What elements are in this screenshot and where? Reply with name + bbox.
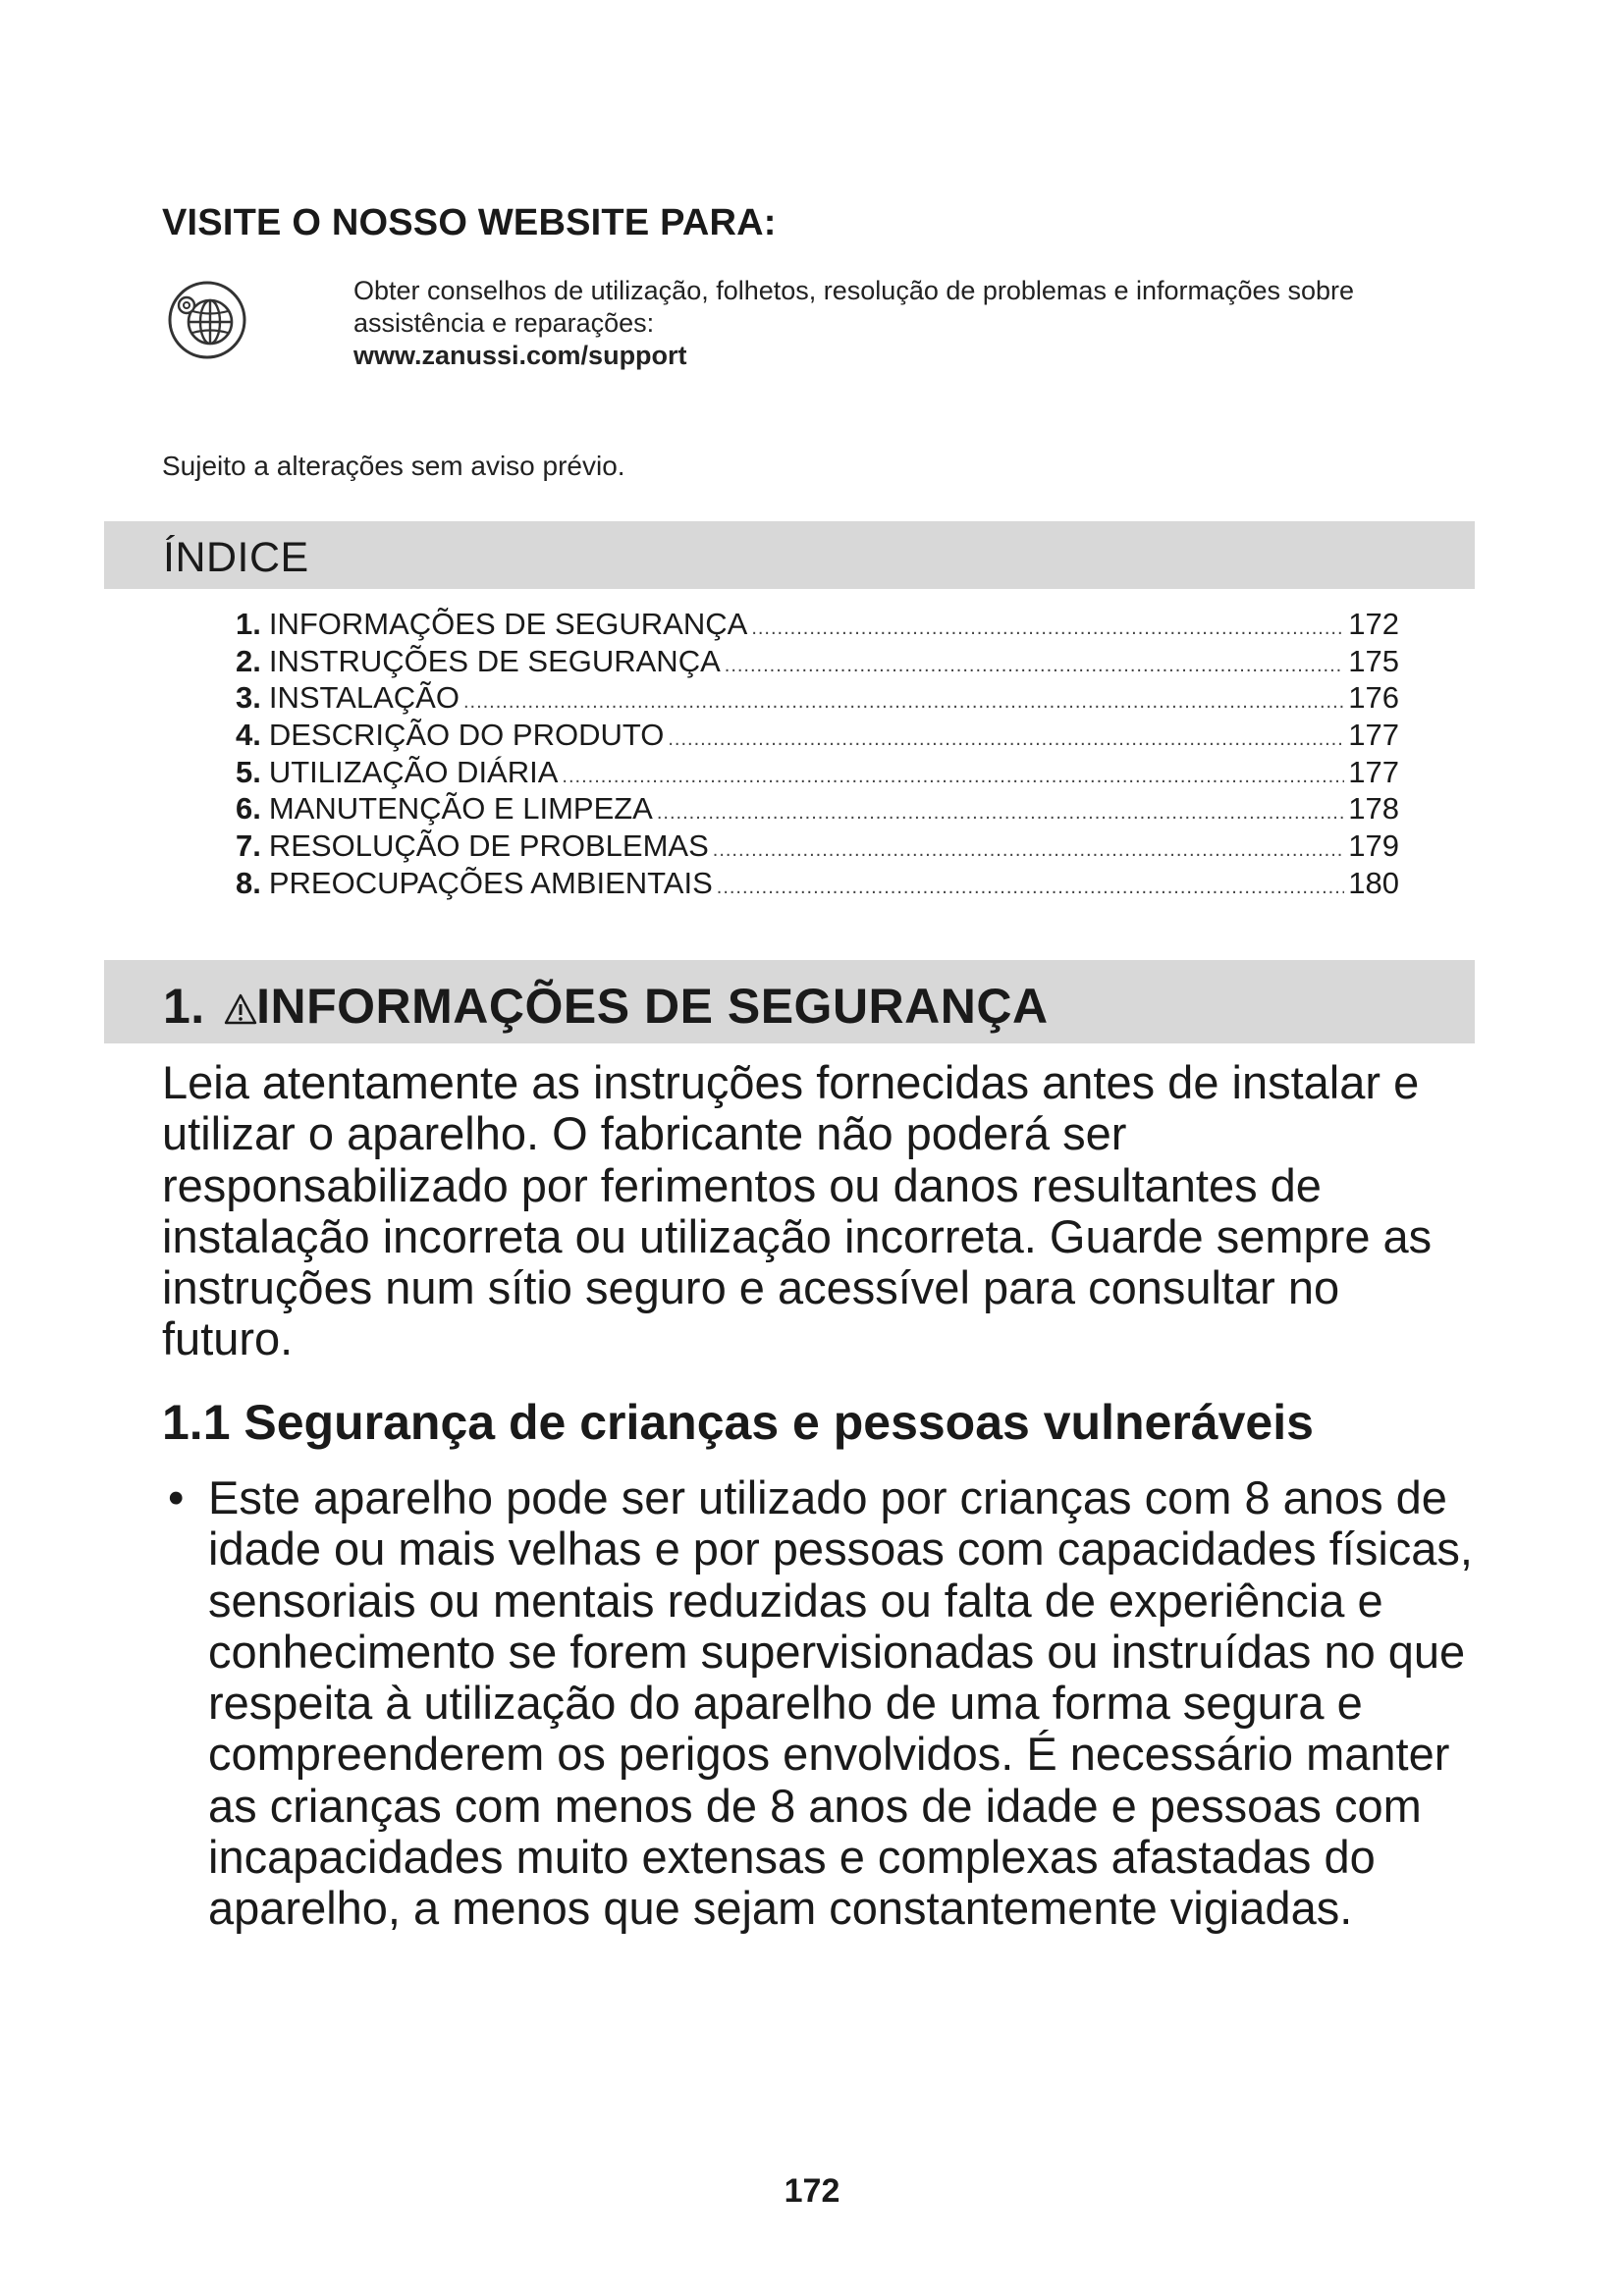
toc-item[interactable] (236, 607, 1399, 644)
support-link[interactable]: www.zanussi.com/support (353, 341, 687, 370)
toc-leader-dots (717, 877, 1345, 899)
toc-item[interactable] (236, 718, 1399, 755)
toc-item[interactable] (236, 791, 1399, 828)
toc-leader-dots (657, 802, 1344, 825)
toc-label: INSTRUÇÕES DE SEGURANÇA (268, 643, 721, 678)
warning-triangle-icon (223, 992, 258, 1026)
toc-leader-dots (668, 728, 1344, 751)
disclaimer-text: Sujeito a alterações sem aviso prévio. (162, 451, 625, 481)
toc-leader-dots (463, 691, 1344, 714)
toc-leader-dots (562, 766, 1344, 788)
toc-page: 177 (1348, 754, 1399, 789)
toc-label: INSTALAÇÃO (268, 680, 460, 716)
toc-number: 1. (236, 607, 261, 641)
toc-item[interactable] (236, 755, 1399, 792)
bullet-marker: • (168, 1471, 185, 1523)
toc-label: PREOCUPAÇÕES AMBIENTAIS (268, 865, 713, 900)
section-title-text: INFORMAÇÕES DE SEGURANÇA (256, 979, 1049, 1034)
toc-item[interactable] (236, 828, 1399, 866)
section-number: 1. (163, 979, 205, 1034)
safety-intro-paragraph: Leia atentamente as instruções fornecidas antes de instalar e utilizar o aparelho. O fabricante não poderá ser responsabilizado por ferimentos ou danos resultantes de instalação incorreta ou utilização incorreta. Guarde sempre as instruções num sítio seguro e acessível para consultar no futuro. (162, 1056, 1433, 1365)
toc-number: 5. (236, 754, 261, 789)
toc-label: MANUTENÇÃO E LIMPEZA (268, 791, 653, 827)
subsection-title: 1.1 Segurança de crianças e pessoas vulneráveis (162, 1395, 1314, 1450)
toc-number: 4. (236, 718, 261, 753)
toc-number: 8. (236, 865, 261, 900)
toc-number: 3. (236, 680, 261, 716)
toc-page: 177 (1348, 718, 1399, 753)
toc-page: 175 (1348, 643, 1399, 678)
toc-item[interactable] (236, 866, 1399, 903)
safety-section-title (163, 978, 1049, 1035)
table-of-contents (236, 607, 1399, 903)
toc-number: 2. (236, 643, 261, 678)
list-item (162, 1472, 1483, 1935)
safety-bullet-list (162, 1472, 1483, 1935)
visit-website-heading: VISITE O NOSSO WEBSITE PARA: (162, 202, 777, 243)
index-header-bar (104, 521, 1475, 589)
toc-number: 6. (236, 791, 261, 827)
toc-item[interactable] (236, 644, 1399, 681)
toc-leader-dots (725, 655, 1345, 677)
toc-page: 179 (1348, 828, 1399, 864)
toc-page: 180 (1348, 865, 1399, 900)
toc-label: UTILIZAÇÃO DIÁRIA (268, 754, 559, 789)
bullet-text: Este aparelho pode ser utilizado por crianças com 8 anos de idade ou mais velhas e por pessoas com capacidades físicas, sensoriais ou mentais reduzidas ou falta de experiência e conhecimento se forem supervisionadas ou instruídas no que respeita à utilização do aparelho de uma forma segura e compreenderem os perigos envolvidos. É necessário manter as crianças com menos de 8 anos de idade e pessoas com incapacidades muito extensas e complexas afastadas do aparelho, a menos que sejam constantemente vigiadas. (208, 1471, 1473, 1935)
support-info (353, 275, 1483, 372)
toc-label: RESOLUÇÃO DE PROBLEMAS (268, 828, 709, 864)
index-title: ÍNDICE (163, 534, 309, 581)
toc-page: 176 (1348, 680, 1399, 716)
toc-item[interactable] (236, 680, 1399, 718)
toc-page: 178 (1348, 791, 1399, 827)
toc-leader-dots (713, 839, 1345, 862)
toc-number: 7. (236, 828, 261, 864)
toc-leader-dots (751, 617, 1344, 640)
toc-page: 172 (1348, 607, 1399, 641)
toc-label: DESCRIÇÃO DO PRODUTO (268, 718, 665, 753)
globe-web-icon (167, 280, 247, 360)
toc-label: INFORMAÇÕES DE SEGURANÇA (268, 607, 748, 641)
safety-header-bar (104, 960, 1475, 1043)
page-number: 172 (784, 2172, 840, 2210)
support-description: Obter conselhos de utilização, folhetos, resolução de problemas e informações sobre assistência e reparações: (353, 276, 1355, 338)
